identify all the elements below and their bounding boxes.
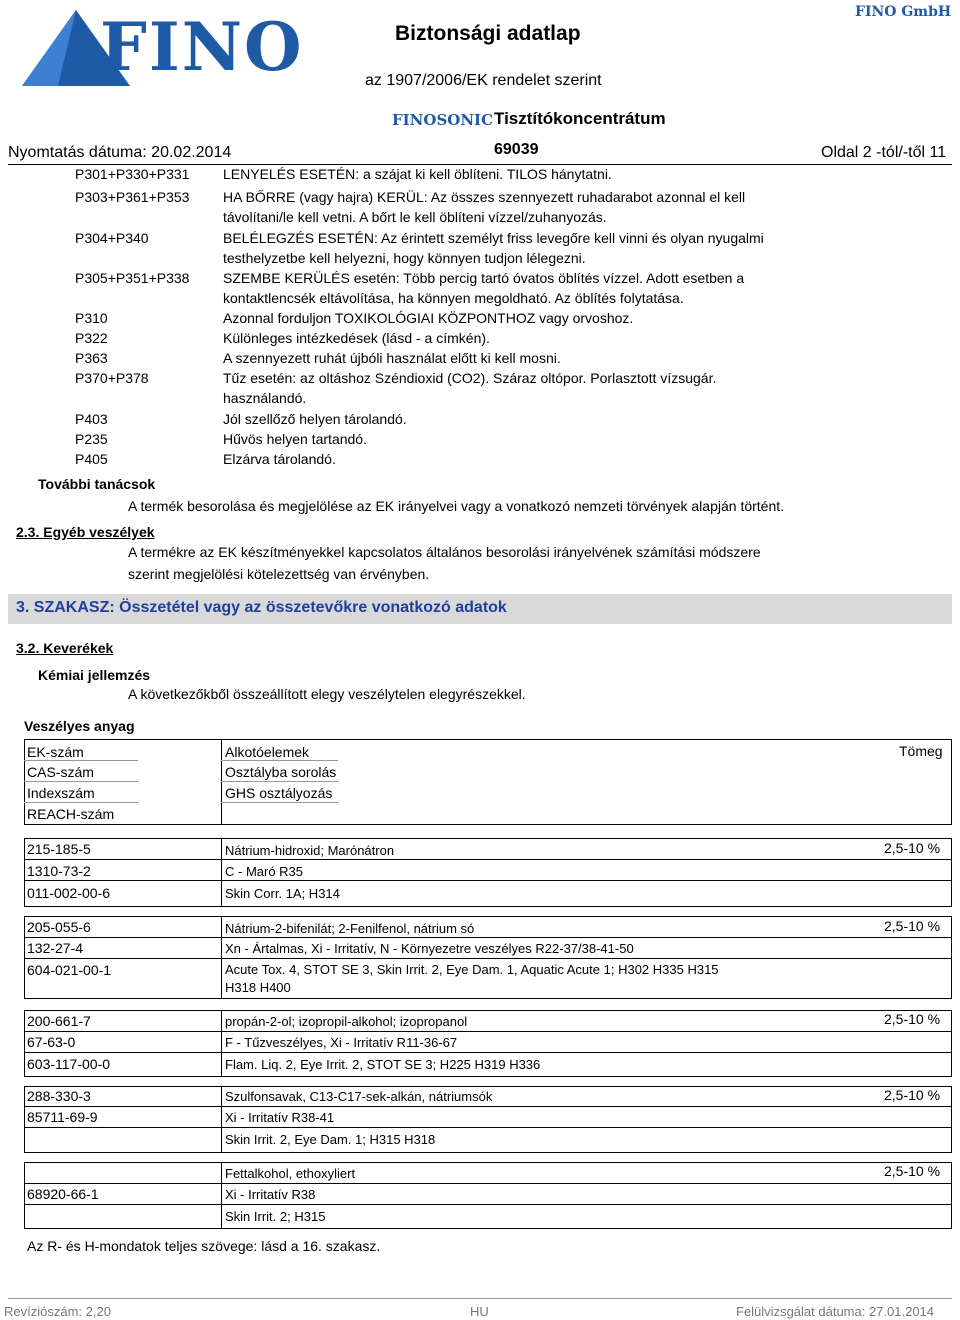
classification: Xi - Irritatív R38 [225, 1187, 316, 1202]
p-text: testhelyzetbe kell helyezni, hogy könnyen tudjon lélegezni. [223, 250, 586, 266]
component-name: Szulfonsavak, C13-C17-sek-alkán, nátriumsók [225, 1089, 493, 1104]
table-border [951, 1086, 952, 1152]
p-code: P370+P378 [75, 370, 149, 386]
table-border [221, 1010, 222, 1076]
table-border [24, 781, 138, 782]
other-hazards-heading: 2.3. Egyéb veszélyek [16, 524, 155, 540]
table-border [24, 1010, 952, 1011]
p-text: használandó. [223, 390, 307, 406]
p-code: P304+P340 [75, 230, 149, 246]
ghs-classification: Skin Irrit. 2; H315 [225, 1209, 326, 1224]
print-date: Nyomtatás dátuma: 20.02.2014 [8, 144, 232, 161]
header-reach: REACH-szám [27, 806, 115, 822]
p-code: P403 [75, 411, 108, 427]
component-name: Nátrium-2-bifenilát; 2-Fenilfenol, nátrium só [225, 921, 475, 936]
section-3-title: 3. SZAKASZ: Összetétel vagy az összetevőkre vonatkozó adatok [16, 599, 507, 616]
table-border [24, 1106, 952, 1107]
table-border [24, 1010, 25, 1076]
table-border [24, 906, 952, 907]
table-border [24, 859, 952, 860]
mass-percent: 2,5-10 % [884, 840, 941, 856]
ghs-classification: Flam. Liq. 2, Eye Irrit. 2, STOT SE 3; H225 H319 H336 [225, 1057, 541, 1072]
header-divider [8, 164, 952, 165]
p-text: Jól szellőző helyen tárolandó. [223, 411, 407, 427]
table-border [951, 739, 952, 824]
table-border [24, 1152, 952, 1153]
header-ek: EK-szám [27, 744, 84, 760]
table-border [221, 760, 338, 761]
table-border [221, 802, 338, 803]
ec-number: 205-055-6 [27, 919, 91, 935]
other-hazards-text: A termékre az EK készítményekkel kapcsolatos általános besorolási irányelvének számítási módszere [128, 544, 761, 560]
ghs-classification: Skin Irrit. 2, Eye Dam. 1; H315 H318 [225, 1132, 436, 1147]
table-border [951, 1162, 952, 1228]
p-code: P305+P351+P338 [75, 270, 190, 286]
table-border [24, 1228, 952, 1229]
p-code: P235 [75, 431, 108, 447]
further-advice-heading: További tanácsok [38, 476, 156, 492]
header-classification: Osztályba sorolás [225, 764, 337, 780]
classification: Xi - Irritatív R38-41 [225, 1110, 335, 1125]
further-advice-text: A termék besorolása és megjelölése az EK irányelvei vagy a vonatkozó nemzeti törvények alapján történt. [128, 498, 785, 514]
p-text: Elzárva tárolandó. [223, 451, 336, 467]
p-text: LENYELÉS ESETÉN: a szájat ki kell öblíteni. TILOS hánytatni. [223, 166, 612, 182]
component-name: propán-2-ol; izopropil-alkohol; izopropanol [225, 1014, 468, 1029]
p-code: P363 [75, 350, 108, 366]
p-text: kontaktlencsék eltávolítása, ha könnyen megoldható. Az öblítés folytatása. [223, 290, 684, 306]
table-border [24, 802, 138, 803]
index-number: 604-021-00-1 [27, 962, 112, 978]
table-footnote: Az R- és H-mondatok teljes szövege: lásd a 16. szakasz. [27, 1238, 381, 1254]
language-code: HU [470, 1304, 489, 1319]
table-border [24, 824, 952, 825]
table-border [24, 1183, 952, 1184]
p-code: P303+P361+P353 [75, 189, 190, 205]
p-text: SZEMBE KERÜLÉS esetén: Több percig tartó óvatos öblítés vízzel. Adott esetben a [223, 270, 745, 286]
product-code: 69039 [494, 141, 539, 158]
review-date: Felülvizsgálat dátuma: 27.01.2014 [736, 1304, 935, 1319]
p-text: távolítani/le kell vetni. A bőrt le kell öblíteni vízzel/zuhanyozás. [223, 209, 607, 225]
mass-percent: 2,5-10 % [884, 1087, 941, 1103]
header-mass: Tömeg [899, 743, 943, 759]
table-border [951, 838, 952, 906]
fino-logo [18, 6, 304, 90]
revision-number: Revíziószám: 2,20 [4, 1304, 111, 1319]
mass-percent: 2,5-10 % [884, 1163, 941, 1179]
chem-heading: Kémiai jellemzés [38, 667, 151, 683]
header-index: Indexszám [27, 785, 95, 801]
table-border [24, 1127, 952, 1128]
table-border [24, 838, 952, 839]
table-border [221, 838, 222, 906]
table-border [24, 916, 25, 998]
table-border [24, 1086, 952, 1087]
other-hazards-text: szerint megjelölési kötelezettség van érvényben. [128, 566, 430, 582]
ec-number: 215-185-5 [27, 841, 91, 857]
classification: F - Tűzveszélyes, Xi - Irritatív R11-36-67 [225, 1035, 458, 1050]
ghs-classification: Acute Tox. 4, STOT SE 3, Skin Irrit. 2, Eye Dam. 1, Aquatic Acute 1; H302 H335 H315 [225, 962, 719, 977]
table-border [24, 958, 952, 959]
table-border [221, 916, 222, 998]
ghs-classification: Skin Corr. 1A; H314 [225, 886, 340, 901]
table-border [24, 1086, 25, 1152]
ec-number: 68920-66-1 [27, 1186, 99, 1202]
p-text: BELÉLEGZÉS ESETÉN: Az érintett személyt friss levegőre kell vinni és olyan nyugalmi [223, 230, 764, 246]
table-border [221, 1086, 222, 1152]
table-border [24, 880, 952, 881]
table-border [24, 1052, 952, 1053]
table-border [24, 1031, 952, 1032]
table-border [24, 838, 25, 906]
classification: C - Maró R35 [225, 864, 304, 879]
cas-number: 85711-69-9 [27, 1109, 98, 1125]
table-border [221, 1162, 222, 1228]
ec-number: 200-661-7 [27, 1013, 91, 1029]
p-code: P322 [75, 330, 108, 346]
p-code: P405 [75, 451, 108, 467]
p-text: Tűz esetén: az oltáshoz Széndioxid (CO2). Száraz oltópor. Porlasztott vízsugár. [223, 370, 717, 386]
regulation-subtitle: az 1907/2006/EK rendelet szerint [365, 72, 602, 89]
index-number: 011-002-00-6 [27, 885, 111, 901]
product-name: Tisztítókoncentrátum [494, 109, 666, 128]
table-border [24, 937, 952, 938]
table-border [24, 916, 952, 917]
company-name: FINO GmbH [855, 4, 952, 20]
table-border [24, 1204, 952, 1205]
table-border [24, 1162, 25, 1228]
brand-name: FINOSONIC [392, 111, 494, 129]
index-number: 603-117-00-0 [27, 1056, 111, 1072]
p-text: Hűvös helyen tartandó. [223, 431, 367, 447]
component-name: Nátrium-hidroxid; Marónátron [225, 843, 395, 858]
cas-number: 1310-73-2 [27, 863, 91, 879]
footer-divider [8, 1298, 952, 1299]
classification: Xn - Ártalmas, Xi - Irritatív, N - Környezetre veszélyes R22-37/38-41-50 [225, 941, 634, 956]
hazardous-heading: Veszélyes anyag [24, 718, 135, 734]
logo-text: FINO [100, 8, 304, 86]
p-text: Különleges intézkedések (lásd - a címkén). [223, 330, 490, 346]
component-name: Fettalkohol, ethoxyliert [225, 1166, 356, 1181]
p-code: P301+P330+P331 [75, 166, 190, 182]
p-text: HA BŐRRE (vagy hajra) KERÜL: Az összes szennyezett ruhadarabot azonnal el kell [223, 189, 746, 205]
mixtures-heading: 3.2. Keverékek [16, 640, 114, 656]
table-border [24, 1076, 952, 1077]
chem-text: A következőkből összeállított elegy veszélytelen elegyrészekkel. [128, 686, 526, 702]
document-title: Biztonsági adatlap [395, 22, 581, 45]
mass-percent: 2,5-10 % [884, 1011, 941, 1027]
table-border [24, 998, 952, 999]
table-border [951, 916, 952, 998]
ghs-classification: H318 H400 [225, 980, 291, 995]
page-number: Oldal 2 -tól/-től 11 [821, 144, 947, 161]
table-border [221, 781, 338, 782]
ec-number: 288-330-3 [27, 1088, 91, 1104]
header-ghs: GHS osztályozás [225, 785, 333, 801]
cas-number: 132-27-4 [27, 940, 84, 956]
header-components: Alkotóelemek [225, 744, 310, 760]
p-text: A szennyezett ruhát újbóli használat előtt ki kell mosni. [223, 350, 561, 366]
table-border [951, 1010, 952, 1076]
mass-percent: 2,5-10 % [884, 918, 941, 934]
table-border [24, 760, 138, 761]
header-cas: CAS-szám [27, 764, 94, 780]
p-text: Azonnal forduljon TOXIKOLÓGIAI KÖZPONTHOZ vagy orvoshoz. [223, 310, 634, 326]
p-code: P310 [75, 310, 108, 326]
table-border [24, 739, 952, 740]
cas-number: 67-63-0 [27, 1034, 76, 1050]
table-border [24, 1162, 952, 1163]
